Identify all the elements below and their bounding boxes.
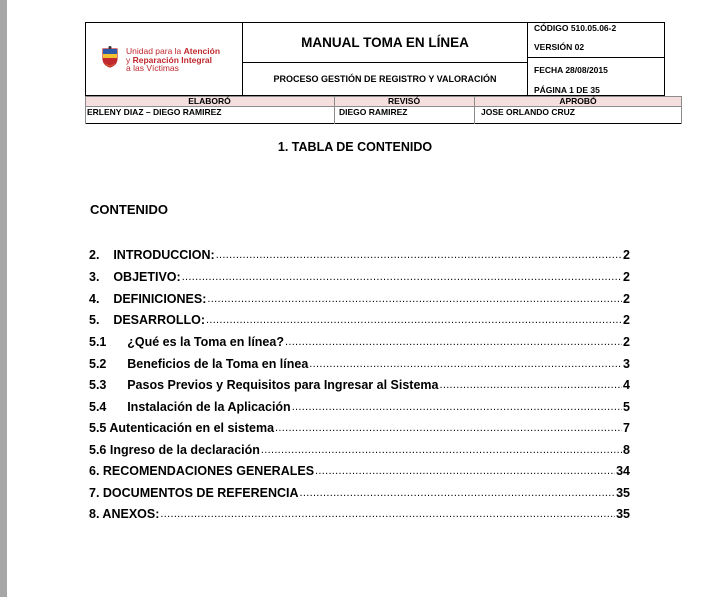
toc-entry-page[interactable]: 4	[623, 378, 630, 392]
toc-entry-label[interactable]: 5.4 Instalación de la Aplicación	[89, 400, 291, 414]
toc-entry[interactable]	[89, 460, 630, 478]
toc-entry-label[interactable]: 5.6 Ingreso de la declaración	[89, 443, 260, 457]
toc-entry[interactable]	[89, 331, 630, 349]
toc-leader-dots	[206, 313, 622, 327]
elaboro-value: ERLENY DIAZ – DIEGO RAMIREZ	[87, 107, 222, 117]
document-title: MANUAL TOMA EN LÍNEA	[243, 23, 527, 63]
toc-entry-label[interactable]: 5.1 ¿Qué es la Toma en línea?	[89, 335, 284, 349]
toc-entry[interactable]	[89, 417, 630, 435]
toc-entry[interactable]	[89, 244, 630, 262]
logo-text: Unidad para la Atención y Reparación Integral a las Víctimas	[126, 46, 221, 73]
toc-leader-dots	[182, 270, 622, 284]
toc-leader-dots	[216, 248, 622, 262]
toc-entry[interactable]	[89, 503, 630, 521]
toc-entry[interactable]	[89, 439, 630, 457]
toc-entry[interactable]	[89, 288, 630, 306]
toc-entry-page[interactable]: 35	[616, 486, 630, 500]
toc-entry-page[interactable]: 2	[623, 313, 630, 327]
meta-divider	[528, 57, 664, 58]
toc-leader-dots	[261, 443, 622, 457]
toc-entry-page[interactable]: 2	[623, 248, 630, 262]
toc-entry-label[interactable]: 3. OBJETIVO:	[89, 270, 181, 284]
logo-cell	[86, 23, 243, 95]
toc-entry-label[interactable]: 7. DOCUMENTOS DE REFERENCIA	[89, 486, 299, 500]
column-divider	[334, 96, 335, 124]
toc-leader-dots	[275, 421, 622, 435]
toc-entry-page[interactable]: 34	[616, 464, 630, 478]
toc-entry-label[interactable]: 5.5 Autenticación en el sistema	[89, 421, 275, 435]
aprobo-value: JOSE ORLANDO CRUZ	[481, 107, 575, 117]
title-cell	[243, 23, 528, 95]
toc-entry[interactable]	[89, 396, 630, 414]
contenido-label: CONTENIDO	[90, 202, 168, 217]
reviso-header: REVISÓ	[387, 96, 421, 106]
toc-entry-label[interactable]: 8. ANEXOS:	[89, 507, 160, 521]
toc-entry-label[interactable]: 2. INTRODUCCION:	[89, 248, 215, 262]
toc-entry-page[interactable]: 7	[623, 421, 630, 435]
toc-heading: 1. TABLA DE CONTENIDO	[277, 140, 433, 154]
toc-leader-dots	[285, 335, 622, 349]
toc-entry[interactable]	[89, 266, 630, 284]
document-date: FECHA 28/08/2015	[534, 65, 608, 75]
toc-entry-page[interactable]: 2	[623, 270, 630, 284]
document-meta-cell	[528, 23, 664, 95]
toc-entry-page[interactable]: 3	[623, 357, 630, 371]
toc-leader-dots	[315, 464, 615, 478]
document-page	[7, 0, 710, 597]
toc-entry-label[interactable]: 5.2 Beneficios de la Toma en línea	[89, 357, 309, 371]
toc-entry-page[interactable]: 8	[623, 443, 630, 457]
toc-entry[interactable]	[89, 309, 630, 327]
toc-entry-label[interactable]: 5.3 Pasos Previos y Requisitos para Ingresar al Sistema	[89, 378, 439, 392]
toc-entry-page[interactable]: 5	[623, 400, 630, 414]
column-divider	[681, 96, 682, 124]
toc-leader-dots	[300, 486, 616, 500]
process-name: PROCESO GESTIÓN DE REGISTRO Y VALORACIÓN	[273, 74, 497, 84]
document-version: VERSIÓN 02	[534, 42, 585, 52]
toc-leader-dots	[439, 378, 622, 392]
coat-of-arms-icon	[100, 46, 120, 68]
toc-entry-label[interactable]: 4. DEFINICIONES:	[89, 292, 207, 306]
toc-leader-dots	[160, 507, 615, 521]
approvals-table	[85, 96, 682, 124]
toc-entry[interactable]	[89, 374, 630, 392]
document-code: CÓDIGO 510.05.06-2	[534, 23, 617, 33]
column-divider	[85, 96, 86, 124]
document-page-number: PÁGINA 1 DE 35	[534, 85, 600, 95]
toc-leader-dots	[207, 292, 622, 306]
window-left-edge	[0, 0, 7, 597]
document-header-table	[85, 22, 665, 96]
toc-entry-page[interactable]: 2	[623, 335, 630, 349]
toc-entry-page[interactable]: 2	[623, 292, 630, 306]
toc-leader-dots	[292, 400, 622, 414]
reviso-value: DIEGO RAMIREZ	[339, 107, 408, 117]
toc-entry-label[interactable]: 6. RECOMENDACIONES GENERALES	[89, 464, 315, 478]
toc-entry[interactable]	[89, 353, 630, 371]
column-divider	[474, 96, 475, 124]
toc-entry[interactable]	[89, 482, 630, 500]
toc-entry-page[interactable]: 35	[616, 507, 630, 521]
toc-entry-label[interactable]: 5. DESARROLLO:	[89, 313, 205, 327]
toc-leader-dots	[309, 357, 622, 371]
aprobo-header: APROBÓ	[559, 96, 597, 106]
elaboro-header: ELABORÓ	[188, 96, 231, 106]
